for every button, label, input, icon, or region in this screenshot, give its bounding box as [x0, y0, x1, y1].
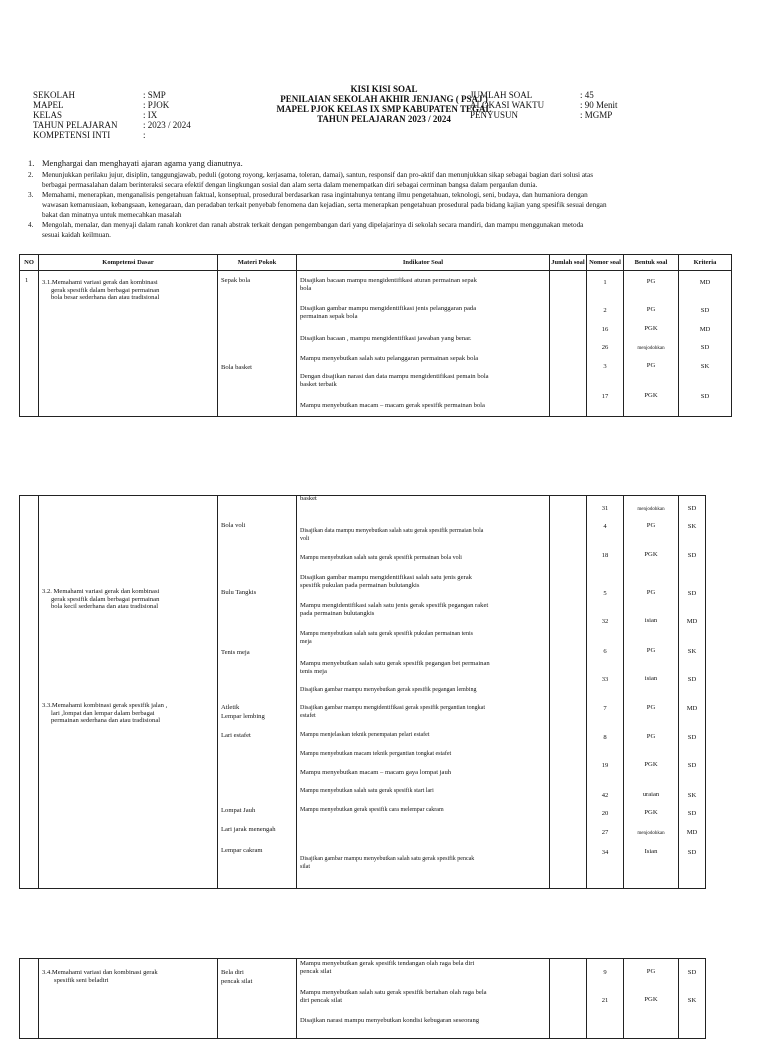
materi-pokok	[221, 847, 263, 855]
indikator-soal	[300, 769, 451, 777]
indikator-soal-line: tenis meja	[300, 667, 327, 675]
materi-pokok-line: Lempar lembing	[221, 713, 265, 720]
nomor-soal: 32	[601, 618, 609, 625]
cell-indikator	[297, 959, 550, 1039]
bentuk-soal: menjodohkan	[637, 831, 665, 836]
kriteria: SD	[687, 552, 697, 559]
indikator-soal-line: pada permainan bulutangkis	[300, 609, 375, 617]
indikator-soal	[300, 732, 429, 740]
header-jumlah: Jumlah soal	[550, 255, 587, 271]
info-value: : MGMP	[580, 110, 613, 120]
header-indikator: Indikator Soal	[297, 255, 550, 271]
bentuk-soal: isian	[644, 675, 658, 682]
indikator-soal-line: estafet	[300, 712, 316, 719]
indikator-soal	[300, 751, 451, 759]
cell-no	[20, 496, 39, 889]
kriteria: SD	[700, 307, 710, 314]
header-kd: Kompetensi Dasar	[39, 255, 218, 271]
cell-materi	[218, 959, 297, 1039]
kompetensi-dasar	[42, 702, 167, 725]
indikator-soal	[300, 807, 444, 815]
kompetensi-dasar-line: bola kecil sederhana dan atau tradisional	[51, 603, 159, 610]
doc-title-2: PENILAIAN SEKOLAH AKHIR JENJANG ( PSAJ )	[280, 94, 488, 104]
cell-kriteria	[679, 496, 706, 889]
indikator-soal-line: Disajikan data mampu menyebutkan salah satu gerak spesifik permaian bola	[300, 528, 484, 534]
kompetensi-dasar-line: 3.2. Memahami variasi gerak dan kombinasi	[42, 588, 160, 595]
bentuk-soal: PGK	[644, 551, 658, 558]
indikator-soal-line: permainan sepak bola	[300, 312, 358, 320]
indikator-soal-line: Mampu mengidentifikasi salah satu jenis gerak spesifik pegangan raket	[300, 602, 489, 609]
kompetensi-inti-text: bakat dan minatnya untuk memecahkan masalah	[42, 211, 182, 219]
kriteria: MD	[686, 829, 698, 836]
materi-pokok	[221, 713, 265, 721]
indikator-soal	[300, 1017, 479, 1025]
bentuk-soal: PGK	[644, 761, 658, 768]
header-bentuk: Bentuk soal	[624, 255, 679, 271]
kriteria: SD	[687, 810, 697, 817]
materi-pokok	[221, 589, 256, 597]
indikator-soal-line: Disajikan gambar mampu menyebutkan salah satu gerak spesifik pencak	[300, 856, 475, 862]
indikator-soal-line: Mampu menyebutkan salah satu gerak spesifik bertahan olah raga bela	[300, 989, 487, 996]
info-row	[470, 100, 618, 110]
nomor-soal: 6	[603, 648, 607, 655]
info-row	[470, 110, 618, 120]
nomor-soal: 19	[601, 762, 609, 769]
cell-nomor	[587, 496, 624, 889]
kompetensi-dasar-line: 3.3.Memahami kombinasi gerak spesifik jalan ,	[42, 702, 168, 709]
kompetensi-dasar-line: permainan sederhana dan atau tradisional	[51, 717, 161, 724]
indikator-soal-line: Disajikan gambar mampu mengidentifikasi gerak spesifik pergantian tongkat	[300, 705, 486, 711]
indikator-soal	[300, 373, 489, 388]
info-row	[33, 110, 191, 120]
cell-bentuk	[624, 959, 679, 1039]
kompetensi-dasar-line: spesifik seni beladiri	[54, 976, 109, 984]
bentuk-soal: PG	[646, 522, 656, 529]
bentuk-soal: Isian	[644, 848, 658, 855]
kompetensi-dasar-line: gerak spesifik dalam berbagai permainan	[51, 286, 160, 294]
kriteria: SD	[687, 676, 697, 683]
kriteria: SD	[687, 849, 697, 856]
kompetensi-dasar	[42, 588, 159, 611]
indikator-soal-line: Disajikan narasi mampu menyebutkan kondisi kebugaran seseorang	[300, 1017, 480, 1024]
kriteria: SK	[687, 648, 697, 655]
cell-jumlah	[550, 959, 587, 1039]
materi-pokok-line: Lempar cakram	[221, 847, 263, 854]
kriteria: SD	[700, 393, 710, 400]
info-label: SEKOLAH	[33, 90, 75, 100]
indikator-soal	[300, 788, 434, 796]
nomor-soal: 1	[603, 279, 607, 286]
cell-bentuk	[624, 271, 679, 417]
bentuk-soal: PG	[646, 647, 656, 654]
info-left-block	[33, 90, 191, 140]
kompetensi-inti-line	[28, 170, 708, 180]
indikator-soal	[300, 989, 487, 1004]
indikator-soal-line: Mampu menyebutkan macam teknik pergantian tongkat estafet	[300, 751, 452, 757]
header-no: NO	[20, 255, 39, 271]
kriteria: SK	[687, 792, 697, 799]
materi-pokok-line: Atletik	[221, 704, 240, 711]
kompetensi-dasar-line: 3.1.Memahami variasi gerak dan kombinasi	[42, 279, 158, 286]
nomor-soal: 18	[601, 552, 609, 559]
indikator-soal-line: Mampu menyebutkan macam – macam gaya lompat jauh	[300, 769, 452, 776]
indikator-soal	[300, 631, 473, 646]
nomor-soal: 34	[601, 849, 609, 856]
info-label: TAHUN PELAJARAN	[33, 120, 118, 130]
kriteria: SD	[687, 734, 697, 741]
kriteria: SK	[700, 363, 710, 370]
header-materi: Materi Pokok	[218, 255, 297, 271]
bentuk-soal: PGK	[644, 996, 658, 1003]
indikator-soal	[300, 602, 488, 617]
materi-pokok	[221, 978, 252, 986]
indikator-soal	[300, 687, 476, 695]
info-row	[33, 90, 191, 100]
indikator-soal	[300, 402, 485, 410]
kriteria: SK	[687, 523, 697, 530]
info-label: KOMPETENSI INTI	[33, 130, 111, 140]
materi-pokok-line: Tenis meja	[221, 649, 250, 656]
materi-pokok-line: Lompat Jauh	[221, 807, 256, 814]
materi-pokok-line: Bola basket	[221, 364, 252, 371]
info-value: : PJOK	[143, 100, 170, 110]
nomor-soal: 9	[603, 969, 607, 976]
nomor-soal: 7	[603, 705, 607, 712]
bentuk-soal: PG	[646, 362, 656, 369]
info-value: : 2023 / 2024	[143, 120, 191, 130]
kompetensi-inti-list	[28, 158, 708, 240]
materi-pokok	[221, 649, 250, 657]
kompetensi-dasar-line: bola besar sederhana dan atau tradisional	[51, 294, 160, 301]
indikator-soal-line: Mampu menyebutkan macam – macam gerak spesifik permainan bola	[300, 402, 485, 409]
indikator-soal-line: Mampu menyebutkan salah satu pelanggaran permainan sepak bola	[300, 355, 479, 362]
nomor-soal: 21	[601, 997, 609, 1004]
indikator-soal-line: Mampu menjelaskan teknik penempatan pelari estafet	[300, 732, 430, 738]
info-row	[470, 90, 618, 100]
bentuk-soal: menjodohkan	[637, 507, 665, 512]
bentuk-soal: PGK	[644, 392, 658, 399]
cell-jumlah	[550, 271, 587, 417]
kompetensi-inti-text: berbagai permasalahan dalam berinteraksi secara efektif dengan lingkungan sosial dan alam serta dalam menempatkan diri sebagai cerminan bangsa dalam pergaulan dunia.	[42, 181, 538, 189]
kompetensi-dasar	[42, 969, 158, 984]
row-number: 1	[25, 277, 29, 284]
info-value: :	[143, 130, 146, 140]
cell-no	[20, 271, 39, 417]
kompetensi-inti-number: 1.	[28, 158, 35, 168]
indikator-soal-line: Mampu menyebutkan salah satu gerak spesifik pukulan permainan tenis	[300, 631, 473, 637]
nomor-soal: 8	[603, 734, 607, 741]
indikator-soal-line: Mampu menyebutkan gerak spesifik cara melempar cakram	[300, 807, 444, 813]
info-label: MAPEL	[33, 100, 64, 110]
cell-kd	[39, 271, 218, 417]
indikator-soal	[300, 574, 472, 589]
bentuk-soal: PG	[646, 306, 656, 313]
indikator-soal-line: voli	[300, 535, 310, 542]
kompetensi-inti-line	[28, 230, 708, 240]
info-label: PENYUSUN	[470, 110, 519, 120]
materi-pokok	[221, 364, 252, 372]
nomor-soal: 3	[603, 363, 607, 370]
bentuk-soal: uraian	[642, 791, 660, 798]
info-value: : 45	[580, 90, 594, 100]
indikator-soal	[300, 705, 485, 720]
header-nomor: Nomor soal	[587, 255, 624, 271]
kompetensi-dasar-line: gerak spesifik dalam berbagai permainan	[51, 595, 160, 603]
materi-pokok-line: Lari jarak menengah	[221, 826, 276, 833]
materi-pokok-line: Bulu Tangkis	[221, 589, 257, 596]
cell-no	[20, 959, 39, 1039]
kriteria: SK	[687, 997, 697, 1004]
indikator-soal-line: diri pencak silat	[300, 996, 343, 1004]
kriteria: MD	[699, 326, 711, 333]
kompetensi-inti-number: 3.	[28, 191, 34, 199]
kompetensi-inti-line	[28, 200, 708, 210]
kompetensi-inti-line	[28, 220, 708, 230]
bentuk-soal: isian	[644, 617, 658, 624]
bentuk-soal: PGK	[644, 325, 658, 332]
kriteria: MD	[686, 705, 698, 712]
nomor-soal: 20	[601, 810, 609, 817]
indikator-soal	[300, 277, 477, 292]
indikator-soal-line: Disajikan bacaan , mampu mengidentifikasi jawaban yang benar.	[300, 335, 472, 342]
indikator-soal-line: Disajikan gambar mampu mengidentifikasi salah satu jenis gerak	[300, 574, 472, 581]
kompetensi-inti-text: sesuai kaidah keilmuan.	[42, 231, 111, 239]
nomor-soal: 2	[603, 307, 607, 314]
info-right-block	[470, 90, 618, 120]
cell-kd	[39, 959, 218, 1039]
cell-kd	[39, 496, 218, 889]
indikator-soal	[300, 856, 474, 871]
kriteria: SD	[700, 344, 710, 351]
nomor-soal: 42	[601, 792, 609, 799]
nomor-soal: 17	[601, 393, 609, 400]
info-row	[33, 130, 191, 140]
indikator-soal	[300, 305, 476, 320]
nomor-soal: 27	[601, 829, 609, 836]
materi-pokok	[221, 826, 276, 834]
nomor-soal: 31	[601, 505, 609, 512]
materi-pokok	[221, 807, 255, 815]
header-kriteria: Kriteria	[679, 255, 732, 271]
kisi-table-2	[19, 495, 706, 889]
kompetensi-inti-text: Menghargai dan menghayati ajaran agama yang dianutnya.	[42, 158, 243, 168]
cell-materi	[218, 271, 297, 417]
kriteria: SD	[687, 762, 697, 769]
cell-bentuk	[624, 496, 679, 889]
indikator-soal-line: Disajikan gambar mampu menyebutkan gerak spesifik pegangan lembing	[300, 687, 477, 693]
indikator-soal	[300, 335, 472, 343]
bentuk-soal: PG	[646, 589, 656, 596]
doc-title-3: MAPEL PJOK KELAS IX SMP KABUPATEN TEGAL	[276, 104, 492, 114]
materi-pokok-line: Sepak bola	[221, 277, 251, 284]
materi-pokok-line: Lari estafet	[221, 732, 251, 739]
indikator-soal	[300, 355, 478, 363]
kompetensi-inti-line	[28, 190, 708, 200]
nomor-soal: 16	[601, 326, 609, 333]
indikator-soal-line: Mampu menyebutkan salah satu gerak spesifik permainan bola voli	[300, 555, 462, 561]
indikator-soal-line: spesifik pukulan pada permainan bulutangkis	[300, 581, 420, 589]
materi-pokok	[221, 969, 244, 977]
nomor-soal: 4	[603, 523, 607, 530]
bentuk-soal: PG	[646, 968, 656, 975]
indikator-soal-line: silat	[300, 863, 310, 870]
kompetensi-inti-text: wawasan kemanusiaan, kebangsaan, kenegaraan, dan peradaban terkait penyebab fenomena dan kejadian, serta menerapkan pengetahuan prosedural pada bidang kajian yang spesifik sesuai dengan	[42, 201, 607, 209]
bentuk-soal: menjodohkan	[637, 346, 665, 351]
kompetensi-inti-text: Memahami, menerapkan, menganalisis pengetahuan faktual, konseptual, prosedural berdasarkan rasa ingintahunya tentang ilmu pengetahuan, teknologi, seni, budaya, dan humaniora dengan	[42, 191, 588, 199]
indikator-soal-line: Dengan disajikan narasi dan data mampu mengidentifikasi pemain bola	[300, 373, 489, 380]
bentuk-soal: PGK	[644, 809, 658, 816]
kompetensi-inti-number: 4.	[28, 221, 34, 229]
bentuk-soal: PG	[646, 278, 656, 285]
info-row	[33, 100, 191, 110]
materi-pokok-line: Bola voli	[221, 522, 246, 529]
doc-title-1: KISI KISI SOAL	[350, 84, 418, 94]
kriteria: MD	[686, 618, 698, 625]
cell-jumlah	[550, 496, 587, 889]
kompetensi-dasar	[42, 279, 159, 302]
nomor-soal: 26	[601, 344, 609, 351]
materi-pokok	[221, 732, 251, 740]
info-label: ALOKASI WAKTU	[470, 100, 545, 110]
kompetensi-inti-line	[28, 180, 708, 190]
materi-pokok-line: pencak silat	[221, 978, 253, 985]
indikator-soal-line: Disajikan gambar mampu mengidentifikasi jenis pelanggaran pada	[300, 305, 477, 312]
kompetensi-inti-text: Menunjukkan perilaku jujur, disiplin, tanggungjawab, peduli (gotong royong, kerjasama, toleran, damai), santun, responsif dan pro-aktif dan menunjukkan sikap sebagai bagian dari solusi atas	[42, 171, 594, 179]
cell-materi	[218, 496, 297, 889]
nomor-soal: 5	[603, 590, 607, 597]
cell-indikator	[297, 496, 550, 889]
kisi-table-3	[19, 958, 706, 1039]
indikator-soal-line: bola	[300, 284, 312, 292]
indikator-soal-line: meja	[300, 638, 312, 645]
info-value: : 90 Menit	[580, 100, 618, 110]
indikator-soal	[300, 495, 317, 503]
info-value: : IX	[143, 110, 158, 120]
kriteria: SD	[687, 505, 697, 512]
kisi-table-1	[19, 254, 732, 417]
kompetensi-inti-text: Mengolah, menalar, dan menyaji dalam ranah konkret dan ranah abstrak terkait dengan pengembangan dari yang dipelajarinya di sekolah secara mandiri, dan mampu menggunakan metoda	[42, 221, 584, 229]
info-row	[33, 120, 191, 130]
indikator-soal	[300, 960, 474, 975]
cell-nomor	[587, 959, 624, 1039]
indikator-soal-line: Mampu menyebutkan salah satu gerak spesifik start lari	[300, 788, 434, 794]
indikator-soal-line: pencak silat	[300, 967, 332, 975]
kriteria: MD	[699, 279, 711, 286]
indikator-soal	[300, 555, 462, 563]
materi-pokok	[221, 277, 250, 285]
indikator-soal-line: basket	[300, 495, 317, 502]
indikator-soal-line: basket terbaik	[300, 380, 337, 388]
info-value: : SMP	[143, 90, 166, 100]
doc-title-4: TAHUN PELAJARAN 2023 / 2024	[317, 114, 451, 124]
kriteria: SD	[687, 969, 697, 976]
indikator-soal-line: Disajikan bacaan mampu mengidentifikasi aturan permainan sepak	[300, 277, 477, 284]
cell-nomor	[587, 271, 624, 417]
kompetensi-inti-line	[28, 210, 708, 220]
cell-kriteria	[679, 959, 706, 1039]
kompetensi-inti-line	[28, 158, 708, 168]
indikator-soal-line: Mampu menyebutkan gerak spesifik tendangan olah raga bela diri	[300, 960, 475, 967]
kriteria: SD	[687, 590, 697, 597]
kompetensi-dasar-line: 3.4.Memahami variasi dan kombinasi gerak	[42, 969, 158, 976]
kompetensi-dasar-line: lari ,lompat dan lempar dalam berbagai	[51, 709, 155, 717]
nomor-soal: 33	[601, 676, 609, 683]
cell-kriteria	[679, 271, 732, 417]
materi-pokok	[221, 704, 239, 712]
info-label: KELAS	[33, 110, 62, 120]
info-label: JUMLAH SOAL	[470, 90, 533, 100]
kompetensi-inti-number: 2.	[28, 171, 34, 179]
indikator-soal-line: Mampu menyebutkan salah satu gerak spesifik pegangan bet permainan	[300, 660, 490, 667]
cell-indikator	[297, 271, 550, 417]
bentuk-soal: PG	[646, 704, 656, 711]
indikator-soal	[300, 660, 490, 675]
bentuk-soal: PG	[646, 733, 656, 740]
indikator-soal	[300, 528, 483, 543]
materi-pokok-line: Bela diri	[221, 969, 244, 976]
materi-pokok	[221, 522, 245, 530]
